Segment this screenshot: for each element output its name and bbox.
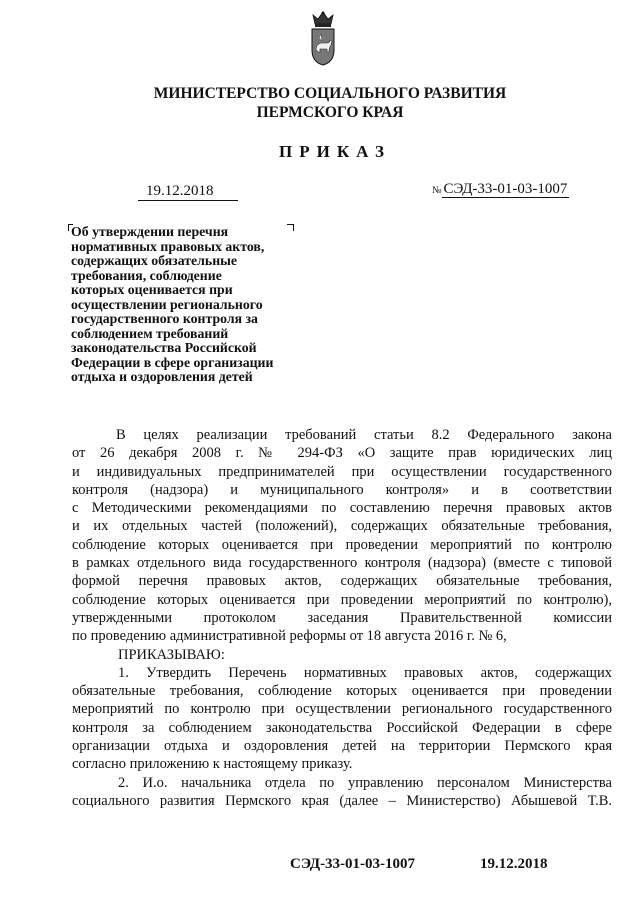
body-line: по проведению административной реформы от 18 августа 2016 г. № 6,: [72, 628, 507, 645]
order-directive-word: ПРИКАЗЫВАЮ:: [118, 646, 225, 663]
order-body: [72, 426, 612, 810]
subject-line: содержащих обязательные: [71, 253, 238, 268]
footer-number: СЭД-33-01-03-1007: [290, 856, 416, 872]
item-1-line: мероприятий по контролю при осуществлении регионального государственного: [72, 701, 612, 718]
subject-line: осуществлении регионального: [71, 296, 263, 312]
body-line: в рамках отдельного вида государственного контроля (надзора) (вместе с типовой: [72, 555, 612, 572]
subject-line: государственного контроля за: [71, 311, 258, 326]
order-subject: [71, 225, 306, 385]
number-sign: №: [432, 185, 442, 196]
item-1-line: обязательные требования, соблюдение которых оценивается при проведении: [72, 683, 612, 700]
footer-date: 19.12.2018: [480, 856, 548, 872]
subject-line: соблюдением требований: [71, 325, 229, 341]
subject-line: которых оценивается при: [71, 282, 233, 297]
item-1-line: согласно приложению к настоящему приказу.: [72, 756, 353, 773]
page-footer: [290, 856, 590, 873]
body-line: соблюдение которых оценивается при проведении мероприятий по контролю),: [72, 591, 612, 608]
body-line: соблюдение которых оценивается при проведении мероприятий по контролю: [72, 536, 612, 553]
body-line: с Методическими рекомендациями по составлению перечня правовых актов: [72, 500, 612, 517]
subject-line: Федерации в сфере организации: [71, 354, 274, 370]
body-line: и их отдельных частей (положений), содержащих обязательные требования,: [72, 518, 612, 535]
order-date: 19.12.2018: [138, 182, 238, 201]
body-line: и индивидуальных предпринимателей при осуществлении государственного: [72, 463, 612, 480]
body-line: от 26 декабря 2008 г. № 294-ФЗ «О защите прав юридических лиц: [72, 445, 612, 462]
subject-line: законодательства Российской: [71, 340, 257, 355]
ministry-name: [100, 84, 560, 122]
subject-line: требования, соблюдение: [71, 267, 222, 283]
perm-krai-coat-of-arms-icon: [308, 10, 338, 66]
subject-line: нормативных правовых актов,: [71, 238, 265, 254]
body-line: формой перечня правовых актов, содержащих обязательные требования,: [72, 573, 612, 590]
body-line: В целях реализации требований статьи 8.2 Федерального закона: [116, 427, 612, 443]
order-number-block: [432, 180, 569, 200]
order-number: СЭД-33-01-03-1007: [443, 181, 568, 197]
body-line: утвержденными протоколом заседания Правительственной комиссии: [72, 609, 612, 626]
ministry-name-line-1: МИНИСТЕРСТВО СОЦИАЛЬНОГО РАЗВИТИЯ: [153, 85, 507, 102]
item-1-line: 1. Утвердить Перечень нормативных правовых актов, содержащих: [118, 664, 612, 681]
item-2-line: социального развития Пермского края (далее – Министерство) Абышевой Т.В.: [72, 792, 612, 809]
item-2-line: 2. И.о. начальника отдела по управлению персоналом Министерства: [118, 774, 612, 791]
ministry-name-line-2: ПЕРМСКОГО КРАЯ: [256, 104, 404, 121]
subject-line: Об утверждении перечня: [71, 224, 229, 239]
document-type-title: ПРИКАЗ: [279, 142, 391, 161]
item-1-line: контроля за соблюдением законодательства Российской Федерации в сфере: [72, 719, 612, 736]
item-1-line: организации отдыха и оздоровления детей на территории Пермского края: [72, 738, 612, 755]
body-line: контроля (надзора) и муниципального контроля» и в соответствии: [72, 481, 612, 498]
subject-line: отдыха и оздоровления детей: [71, 369, 253, 384]
